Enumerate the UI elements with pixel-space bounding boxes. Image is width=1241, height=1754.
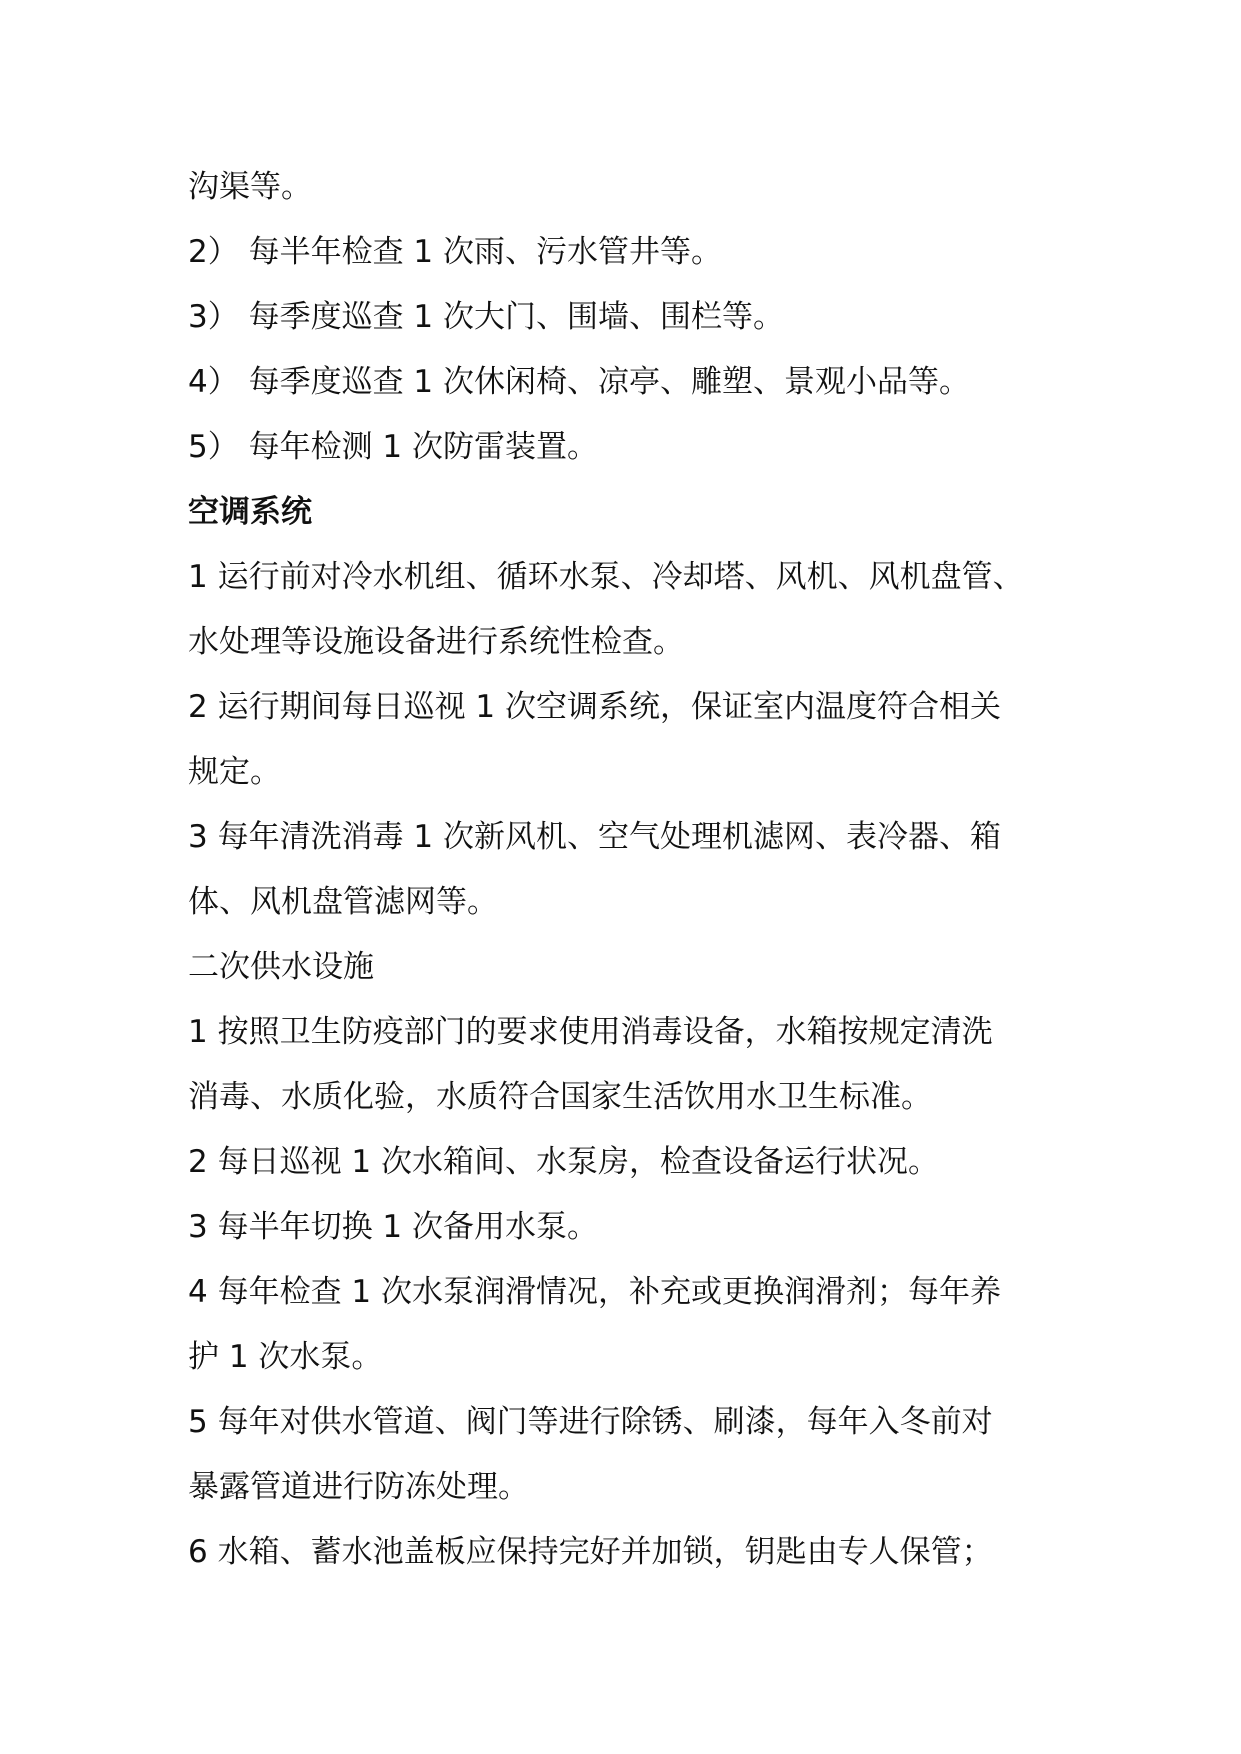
text-line-11: 3 每年清洗消毒 1 次新风机、空气处理机滤网、表冷器、箱 — [188, 819, 1002, 855]
text-line-5: 5） 每年检测 1 次防雷装置。 — [188, 429, 599, 465]
document-body — [188, 155, 1078, 1585]
text-line-4: 4） 每季度巡查 1 次休闲椅、凉亭、雕塑、景观小品等。 — [188, 364, 971, 400]
text-line-22: 6 水箱、蓄水池盖板应保持完好并加锁，钥匙由专人保管； — [188, 1534, 993, 1570]
text-line-20: 5 每年对供水管道、阀门等进行除锈、刷漆，每年入冬前对 — [188, 1404, 993, 1440]
text-line-14: 1 按照卫生防疫部门的要求使用消毒设备，水箱按规定清洗 — [188, 1014, 993, 1050]
text-line-9: 2 运行期间每日巡视 1 次空调系统，保证室内温度符合相关 — [188, 689, 1002, 725]
text-line-19: 护 1 次水泵。 — [188, 1339, 383, 1375]
text-line-7: 1 运行前对冷水机组、循环水泵、冷却塔、风机、风机盘管、 — [188, 559, 1024, 595]
text-line-17: 3 每半年切换 1 次备用水泵。 — [188, 1209, 599, 1245]
text-line-16: 2 每日巡视 1 次水箱间、水泵房，检查设备运行状况。 — [188, 1144, 940, 1180]
section-heading-air-conditioning: 空调系统 — [188, 494, 312, 530]
text-line-18: 4 每年检查 1 次水泵润滑情况，补充或更换润滑剂；每年养 — [188, 1274, 1002, 1310]
text-line-21: 暴露管道进行防冻处理。 — [188, 1469, 529, 1505]
section-heading-secondary-water-supply: 二次供水设施 — [188, 949, 374, 985]
text-line-15: 消毒、水质化验，水质符合国家生活饮用水卫生标准。 — [188, 1079, 932, 1115]
text-line-3: 3） 每季度巡查 1 次大门、围墙、围栏等。 — [188, 299, 785, 335]
text-line-8: 水处理等设施设备进行系统性检查。 — [188, 624, 684, 660]
text-line-12: 体、风机盘管滤网等。 — [188, 884, 498, 920]
text-line-1: 沟渠等。 — [188, 169, 312, 205]
text-line-2: 2） 每半年检查 1 次雨、污水管井等。 — [188, 234, 723, 270]
text-line-10: 规定。 — [188, 754, 281, 790]
